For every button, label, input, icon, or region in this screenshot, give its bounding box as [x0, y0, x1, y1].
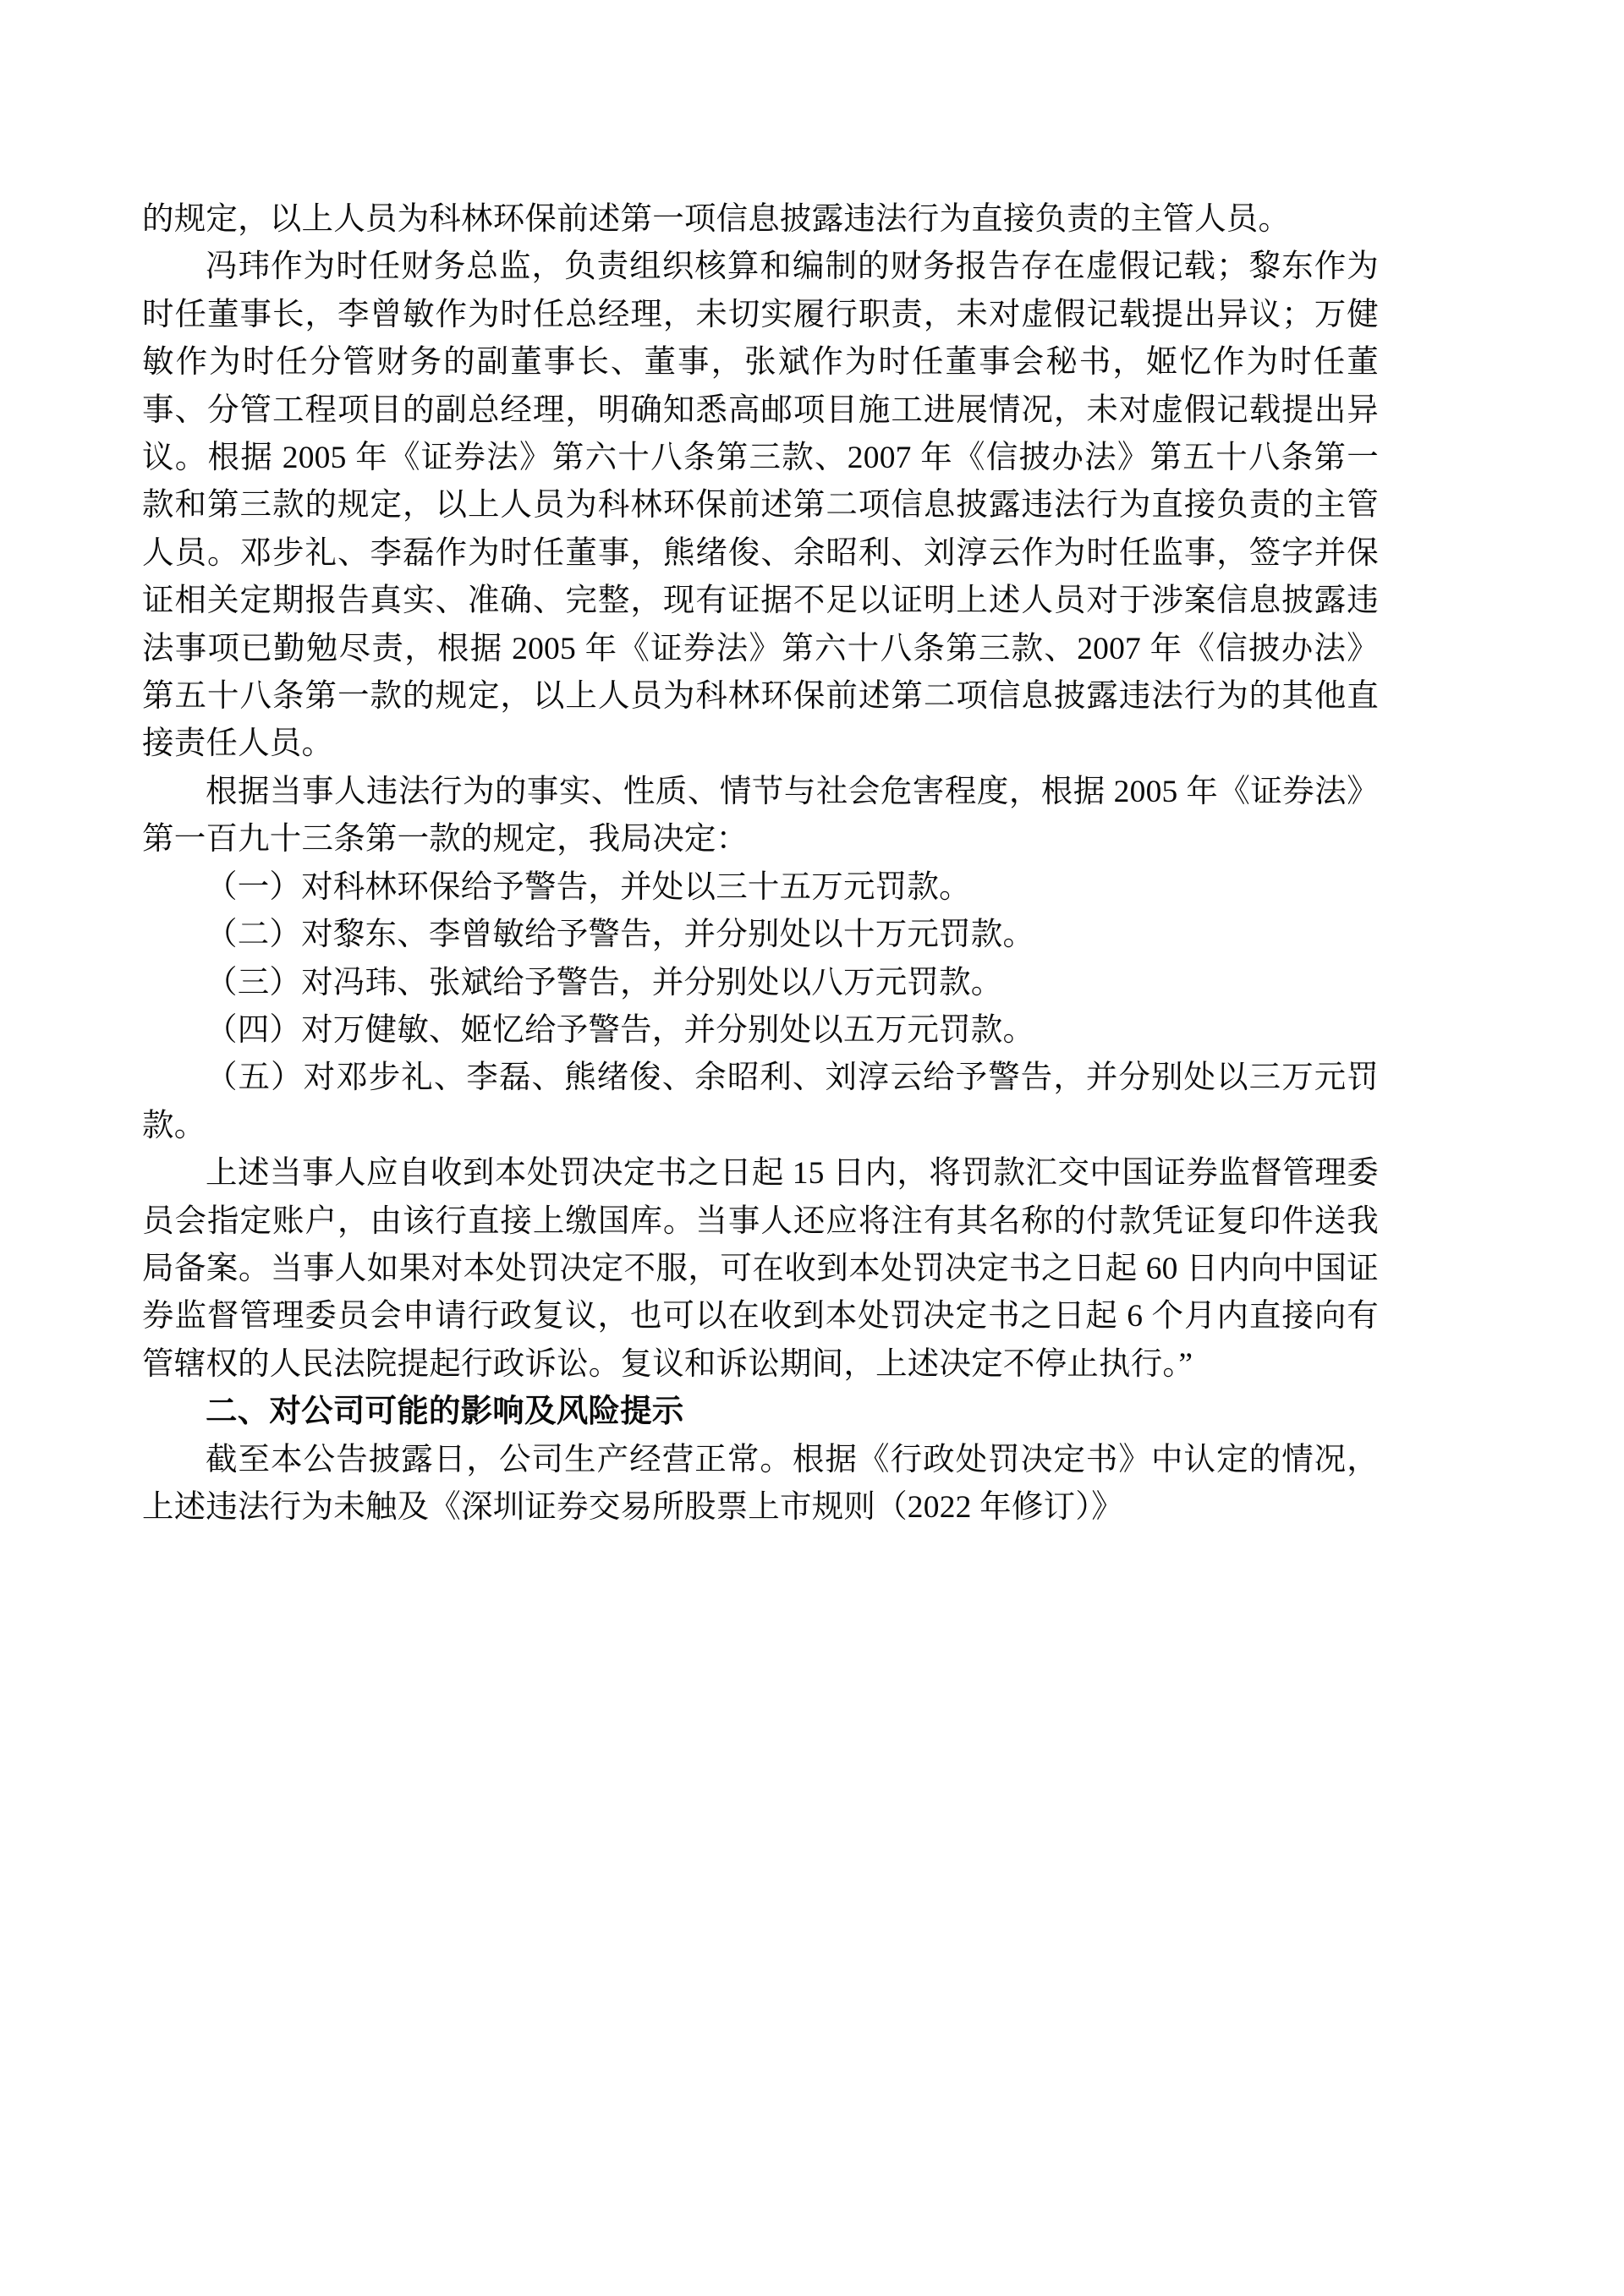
decision-item-4: （四）对万健敏、姬忆给予警告，并分别处以五万元罚款。	[206, 1012, 1035, 1048]
paragraph-continuation: 的规定，以上人员为科林环保前述第一项信息披露违法行为直接负责的主管人员。	[142, 202, 1291, 237]
decision-item-1: （一）对科林环保给予警告，并处以三十五万元罚款。	[206, 869, 971, 905]
decision-item-2: （二）对黎东、李曾敏给予警告，并分别处以十万元罚款。	[206, 918, 1035, 953]
document-body	[142, 196, 1379, 1532]
paragraph-responsible-persons: 冯玮作为时任财务总监，负责组织核算和编制的财务报告存在虚假记载；黎东作为时任董事长，李曾敏作为时任总经理，未切实履行职责，未对虚假记载提出异议；万健敏作为时任分管财务的副董事长、董事，张斌作为时任董事会秘书，姬忆作为时任董事、分管工程项目的副总经理，明确知悉高邮项目施工进展情况，未对虚假记载提出异议。根据 2005 年《证券法》第六十八条第三款、2007 年《信披办法》第五十八条第一款和第三款的规定，以上人员为科林环保前述第二项信息披露违法行为直接负责的主管人员。邓步礼、李磊作为时任董事，熊绪俊、余昭利、刘淳云作为时任监事，签字并保证相关定期报告真实、准确、完整，现有证据不足以证明上述人员对于涉案信息披露违法事项已勤勉尽责，根据 2005 年《证券法》第六十八条第三款、2007 年《信披办法》第五十八条第一款的规定，以上人员为科林环保前述第二项信息披露违法行为的其他直接责任人员。	[142, 249, 1379, 762]
heading-section-impact-and-risk: 二、对公司可能的影响及风险提示	[206, 1395, 684, 1430]
decision-item-3: （三）对冯玮、张斌给予警告，并分别处以八万元罚款。	[206, 965, 1003, 1000]
paragraph-impact: 截至本公告披露日，公司生产经营正常。根据《行政处罚决定书》中认定的情况，上述违法行为未触及《深圳证券交易所股票上市规则（2022 年修订）》	[142, 1442, 1379, 1525]
paragraph-decision-intro: 根据当事人违法行为的事实、性质、情节与社会危害程度，根据 2005 年《证券法》第一百九十三条第一款的规定，我局决定：	[142, 774, 1379, 858]
paragraph-payment-and-appeal: 上述当事人应自收到本处罚决定书之日起 15 日内，将罚款汇交中国证券监督管理委员会指定账户，由该行直接上缴国库。当事人还应将注有其名称的付款凭证复印件送我局备案。当事人如果对本处罚决定不服，可在收到本处罚决定书之日起 60 日内向中国证券监督管理委员会申请行政复议，也可以在收到本处罚决定书之日起 6 个月内直接向有管辖权的人民法院提起行政诉讼。复议和诉讼期间，上述决定不停止执行。”	[142, 1156, 1379, 1382]
decision-item-5: （五）对邓步礼、李磊、熊绪俊、余昭利、刘淳云给予警告，并分别处以三万元罚款。	[142, 1060, 1379, 1143]
